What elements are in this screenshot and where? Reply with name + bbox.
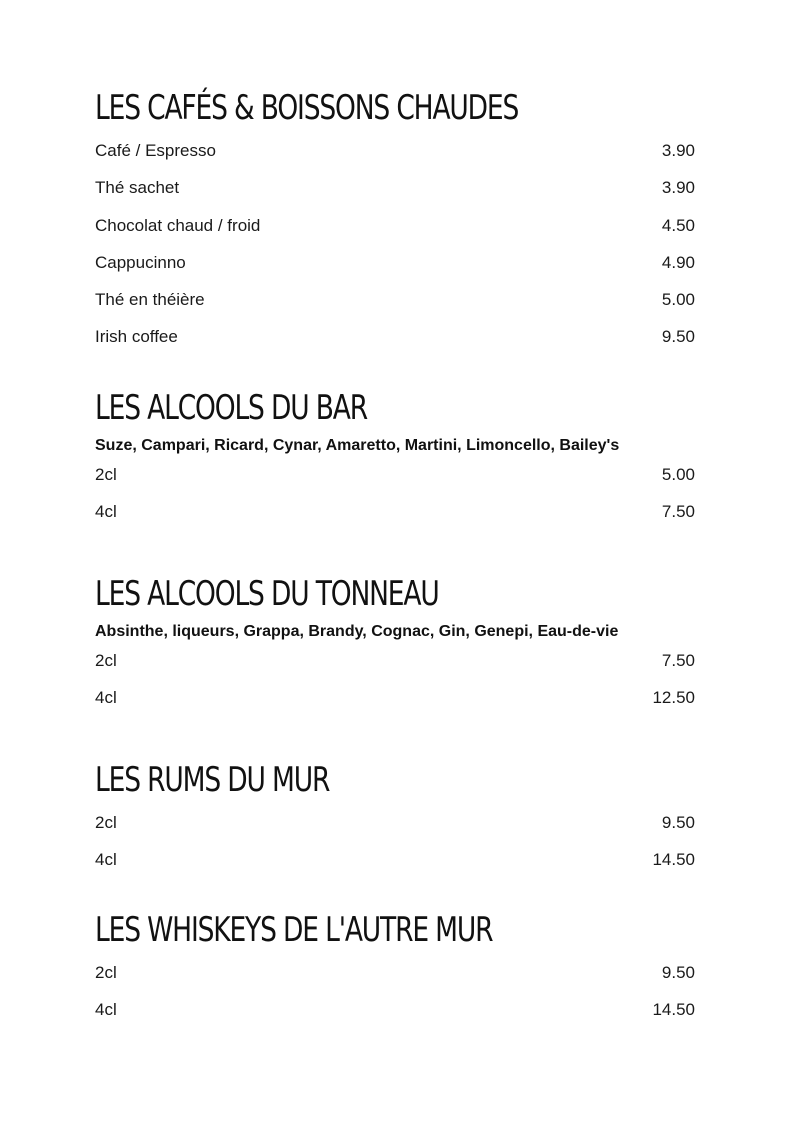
- menu-item-row: [95, 999, 695, 1036]
- section-hot-drinks: [95, 88, 695, 364]
- item-price: 3.90: [661, 141, 695, 160]
- item-label: 2cl: [95, 465, 117, 484]
- item-label: 2cl: [95, 813, 117, 832]
- item-label: Irish coffee: [95, 327, 178, 347]
- item-price: 3.90: [661, 178, 695, 198]
- item-label: Café / Espresso: [95, 141, 216, 160]
- item-price: 9.50: [661, 813, 695, 832]
- item-label: Thé sachet: [95, 178, 180, 198]
- section-subtitle: Absinthe, liqueurs, Grappa, Brandy, Cognac, Gin, Genepi, Eau-de-vie: [95, 623, 619, 640]
- section-whiskeys: [95, 910, 695, 1037]
- item-label: Cappucinno: [95, 252, 186, 272]
- menu-item-row: [95, 464, 695, 501]
- item-price: 9.50: [661, 327, 695, 347]
- item-price: 5.00: [661, 290, 695, 310]
- section-title: LES ALCOOLS DU BAR: [95, 388, 367, 428]
- menu-item-row: [95, 849, 695, 886]
- item-price: 7.50: [661, 651, 695, 670]
- section-title: LES CAFÉS & BOISSONS CHAUDES: [95, 88, 519, 128]
- menu-item-row: [95, 140, 695, 177]
- item-price: 7.50: [661, 502, 695, 522]
- item-label: 4cl: [95, 850, 117, 870]
- section-title: LES ALCOOLS DU TONNEAU: [95, 574, 439, 614]
- item-price: 4.90: [661, 252, 695, 272]
- menu-item-row: [95, 215, 695, 252]
- item-label: 4cl: [95, 1000, 117, 1020]
- item-price: 4.50: [661, 215, 695, 235]
- item-label: Thé en théière: [95, 290, 205, 310]
- menu-item-row: [95, 650, 695, 687]
- section-title: LES WHISKEYS DE L'AUTRE MUR: [95, 910, 493, 950]
- menu-item-row: [95, 687, 695, 724]
- menu-item-row: [95, 326, 695, 363]
- item-price: 12.50: [652, 688, 695, 708]
- item-price: 5.00: [661, 465, 695, 484]
- menu-item-row: [95, 252, 695, 289]
- item-label: 2cl: [95, 651, 117, 670]
- section-subtitle: Suze, Campari, Ricard, Cynar, Amaretto, Martini, Limoncello, Bailey's: [95, 437, 620, 454]
- item-label: 4cl: [95, 502, 117, 522]
- item-price: 14.50: [652, 1000, 695, 1020]
- item-label: Chocolat chaud / froid: [95, 215, 261, 235]
- item-label: 2cl: [95, 963, 117, 982]
- item-price: 9.50: [661, 963, 695, 982]
- menu-item-row: [95, 177, 695, 214]
- section-barrel-spirits: [95, 574, 695, 725]
- item-label: 4cl: [95, 688, 117, 708]
- menu-item-row: [95, 289, 695, 326]
- menu-item-row: [95, 812, 695, 849]
- menu-item-row: [95, 962, 695, 999]
- section-bar-spirits: [95, 388, 695, 539]
- section-title: LES RUMS DU MUR: [95, 760, 330, 800]
- section-rums: [95, 760, 695, 887]
- item-price: 14.50: [652, 850, 695, 870]
- menu-item-row: [95, 501, 695, 538]
